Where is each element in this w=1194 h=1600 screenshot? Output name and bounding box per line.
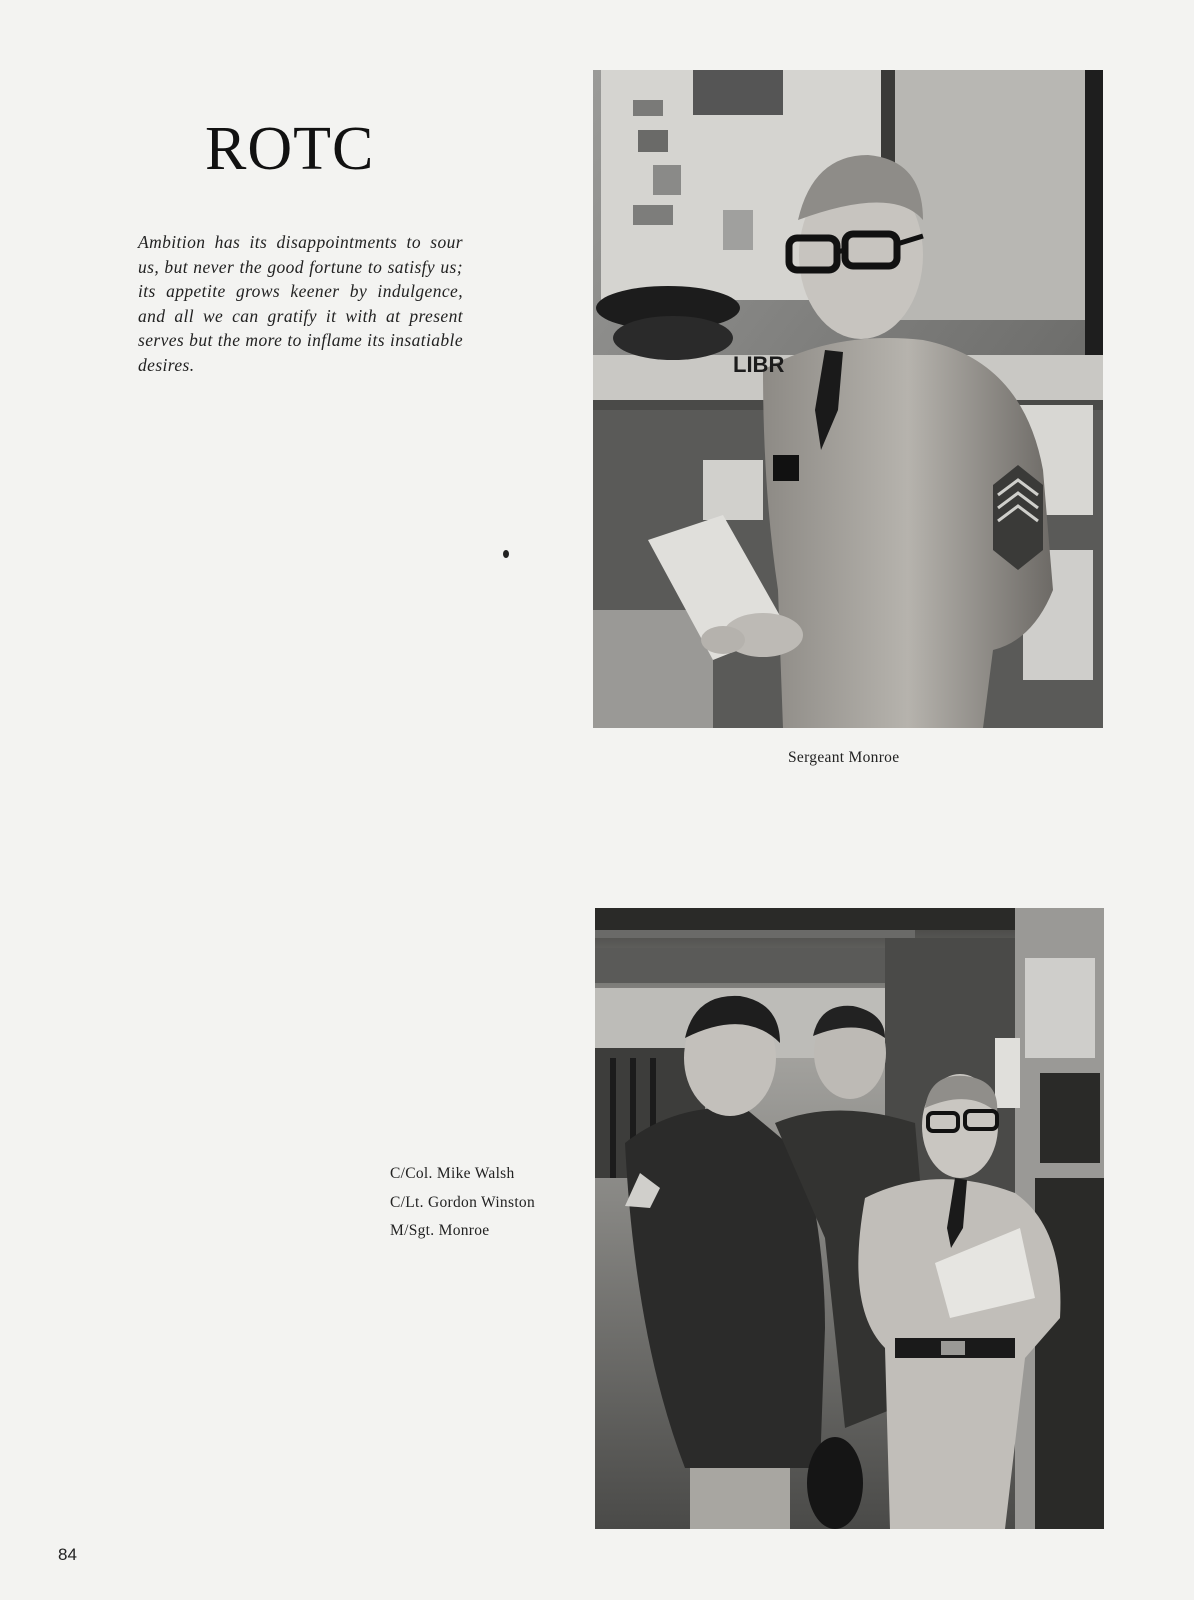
photo-cadets-image xyxy=(595,908,1104,1529)
photo-sergeant-monroe xyxy=(593,70,1103,728)
photo-sergeant-monroe-image xyxy=(593,70,1103,728)
photo-caption-sergeant-monroe: Sergeant Monroe xyxy=(788,749,900,766)
page-title: ROTC xyxy=(205,115,375,183)
ink-speck xyxy=(503,550,509,558)
library-sign-text: LIBR xyxy=(733,352,785,377)
photo-caption-cadets xyxy=(390,1160,535,1246)
page-number: 84 xyxy=(58,1545,77,1564)
caption-line-monroe: M/Sgt. Monroe xyxy=(390,1222,490,1239)
epigraph-quote: Ambition has its disappointments to sour us, but never the good fortune to satisfy us; its appetite grows keener by indulgence, and all we can gratify it with at present serves but the more to inflame its insatiable desires. xyxy=(138,232,463,375)
caption-line-walsh: C/Col. Mike Walsh xyxy=(390,1165,515,1182)
caption-line-winston: C/Lt. Gordon Winston xyxy=(390,1193,536,1211)
photo-cadets-and-sergeant xyxy=(595,908,1104,1529)
